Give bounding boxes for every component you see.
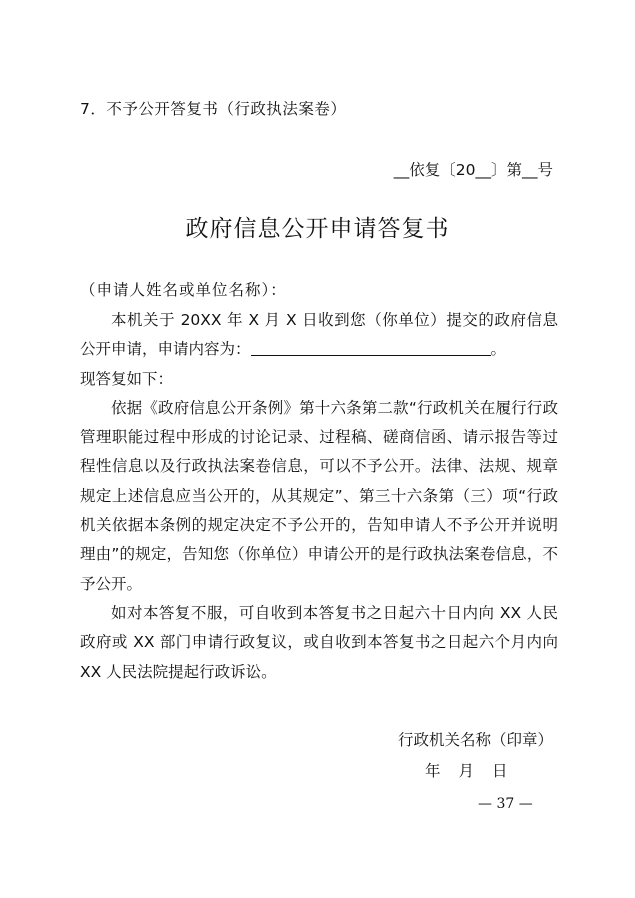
date-month: 月 [458, 762, 475, 780]
date-day: 日 [492, 762, 508, 780]
signature-date [425, 759, 526, 781]
applicant-salutation: （申请人姓名或单位名称）： [80, 281, 287, 299]
section-heading: 7．不予公开答复书（行政执法案卷） [80, 100, 347, 118]
receipt-text: 本机关于 20XX 年 X 月 X 日收到您（你单位）提交的政府信息公开申请，申请内容为： [80, 311, 558, 359]
page-number: — 37 — [478, 796, 533, 812]
document-number: __依复〔20__〕第__号 [393, 161, 553, 179]
signature-organization: 行政机关名称（印章） [397, 731, 553, 749]
document-title: 政府信息公开申请答复书 [185, 216, 450, 242]
letter-body [80, 306, 558, 687]
request-content-blank [251, 339, 491, 356]
paragraph-appeal-rights: 如对本答复不服，可自收到本答复书之日起六十日内向 XX 人民政府或 XX 部门申请行政复议，或自收到本答复书之日起六个月内向 XX 人民法院提起行政诉讼。 [80, 603, 558, 681]
paragraph-receipt [80, 306, 558, 365]
receipt-end-punct: 。 [490, 340, 507, 359]
paragraph-legal-basis: 依据《政府信息公开条例》第十六条第二款“行政机关在履行行政管理职能过程中形成的讨论记录、过程稿、磋商信函、请示报告等过程性信息以及行政执法案卷信息，可以不予公开。法律、法规、规章规定上述信息应当公开的，从其规定”、第三十六条第（三）项“行政机关依据本条例的规定决定不予公开的，告知申请人不予公开并说明理由”的规定，告知您（你单位）申请公开的是行政执法案卷信息，不予公开。 [80, 398, 558, 593]
date-year: 年 [425, 762, 441, 780]
paragraph-reply-intro: 现答复如下： [80, 369, 174, 388]
